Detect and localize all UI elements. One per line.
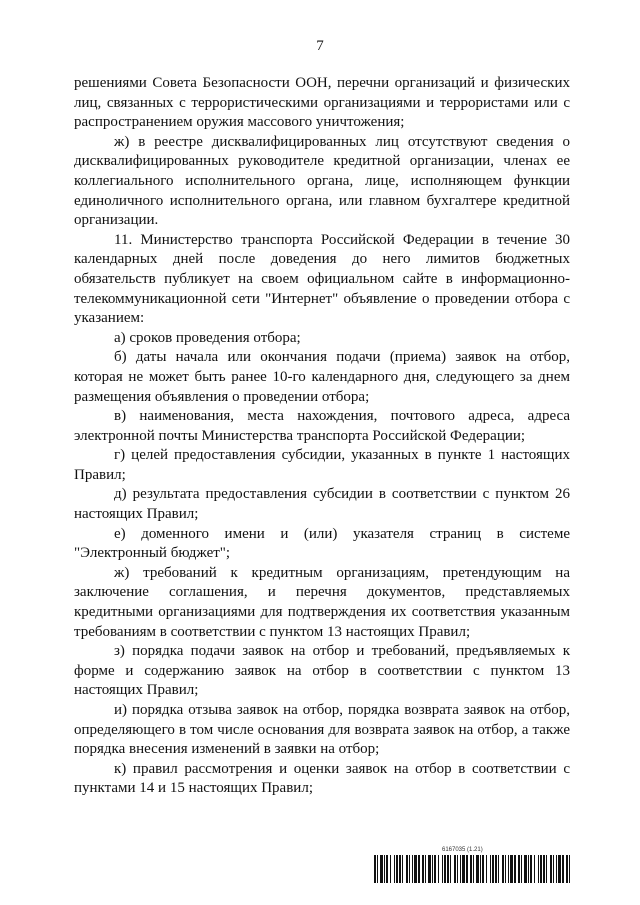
barcode-image <box>374 855 570 883</box>
paragraph: б) даты начала или окончания подачи (приема) заявок на отбор, которая не может быть ранее 10-го календарного дня, следующего за днем размещения объявления о проведении отбора; <box>74 349 570 405</box>
paragraph: а) сроков проведения отбора; <box>114 329 301 346</box>
paragraph: 11. Министерство транспорта Российской Федерации в течение 30 календарных дней после доведения до него лимитов бюджетных обязательств публикует на своем официальном сайте в информационно-телекоммуникационной сети "Интернет" объявление о проведении отбора с указанием: <box>74 231 570 327</box>
paragraph: и) порядка отзыва заявок на отбор, порядка возврата заявок на отбор, определяющего в том числе основания для возврата заявок на отбор, а также порядка внесения изменений в заявки на отбор; <box>74 702 570 758</box>
paragraph: к) правил рассмотрения и оценки заявок на отбор в соответствии с пунктами 14 и 15 настоящих Правил; <box>74 760 570 797</box>
paragraph: решениями Совета Безопасности ООН, перечни организаций и физических лиц, связанных с террористическими организациями и террористами или с распространением оружия массового уничтожения; <box>74 75 570 131</box>
page-number: 7 <box>316 38 324 54</box>
document-body <box>74 74 570 799</box>
paragraph: г) целей предоставления субсидии, указанных в пункте 1 настоящих Правил; <box>74 447 570 483</box>
document-code: 6167035 (1.21) <box>442 847 483 853</box>
paragraph: ж) в реестре дисквалифицированных лиц отсутствуют сведения о дисквалифицированных руководителе кредитной организации, членах ее коллегиального исполнительного органа, лице, исполняющем функции единоличного исполнительного органа, или главном бухгалтере кредитной организации. <box>74 133 570 229</box>
paragraph: е) доменного имени и (или) указателя страниц в системе "Электронный бюджет"; <box>74 525 570 562</box>
paragraph: д) результата предоставления субсидии в соответствии с пунктом 26 настоящих Правил; <box>74 486 570 523</box>
paragraph: з) порядка подачи заявок на отбор и требований, предъявляемых к форме и содержанию заявок на отбор в соответствии с пунктом 13 настоящих Правил; <box>74 643 570 699</box>
paragraph: ж) требований к кредитным организациям, претендующим на заключение соглашения, и перечня документов, представляемых кредитными организациями для подтверждения их соответствия указанным требованиям в соответствии с пунктом 13 настоящих Правил; <box>74 564 570 640</box>
paragraph: в) наименования, места нахождения, почтового адреса, адреса электронной почты Министерства транспорта Российской Федерации; <box>74 408 570 444</box>
